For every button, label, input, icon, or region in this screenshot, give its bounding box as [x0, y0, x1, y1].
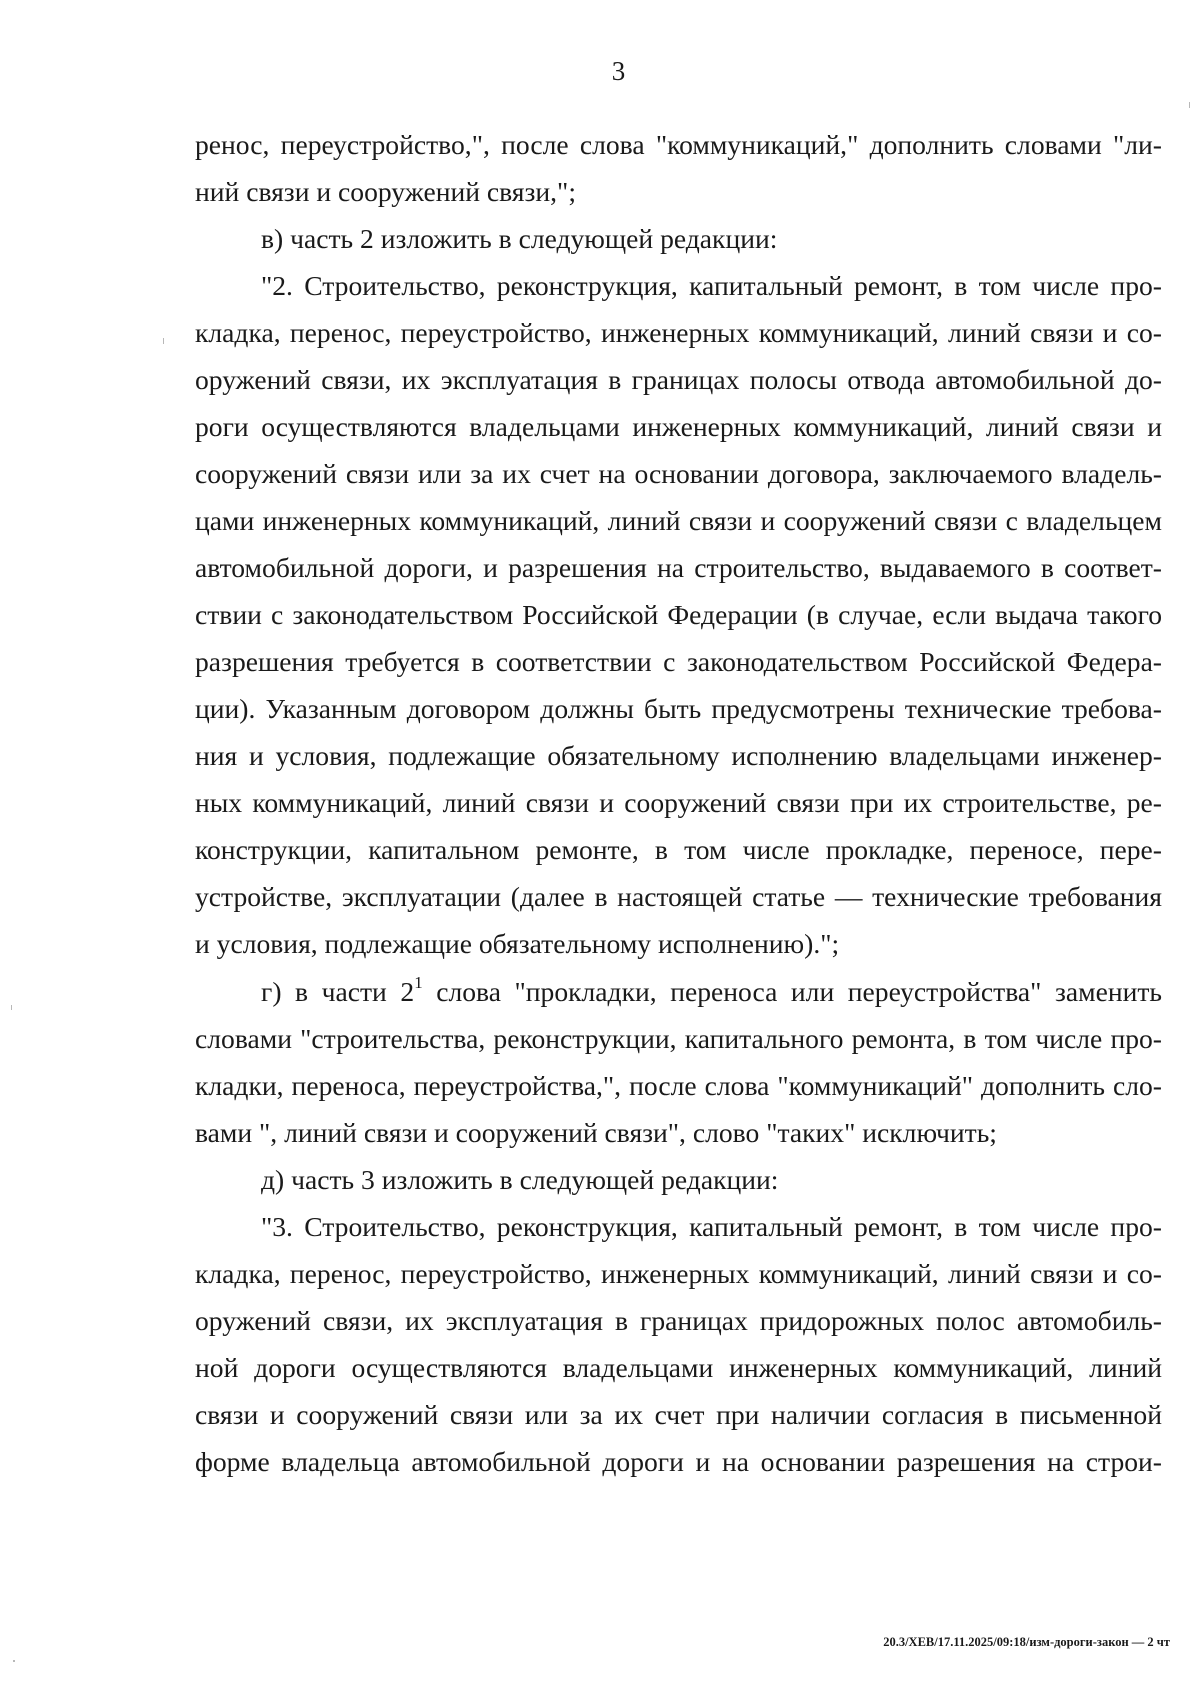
- text-line: кладки, переноса, переустройства,", после слова "коммуникаций" дополнить сло-: [195, 1070, 1162, 1101]
- text-line: ренос, переустройство,", после слова "коммуникаций," дополнить словами "ли-: [195, 129, 1162, 160]
- text-line: ния и условия, подлежащие обязательному исполнению владельцами инженер-: [195, 740, 1162, 771]
- scan-speck: [13, 1660, 15, 1662]
- scan-speck: [11, 1005, 12, 1010]
- text-line: ных коммуникаций, линий связи и сооружений связи при их строительстве, ре-: [195, 787, 1162, 818]
- text-line: форме владельца автомобильной дороги и на основании разрешения на строи-: [195, 1446, 1162, 1477]
- text-fragment: г) в части 2: [261, 976, 415, 1007]
- text-line: конструкции, капитальном ремонте, в том числе прокладке, переносе, пере-: [195, 834, 1162, 865]
- text-line: словами "строительства, реконструкции, капитального ремонта, в том числе про-: [195, 1023, 1162, 1054]
- text-line: связи и сооружений связи или за их счет при наличии согласия в письменной: [195, 1399, 1162, 1430]
- document-footer: 20.3/ХЕВ/17.11.2025/09:18/изм-дороги-закон — 2 чт: [883, 1635, 1170, 1649]
- text-line: кладка, перенос, переустройство, инженерных коммуникаций, линий связи и со-: [195, 317, 1162, 348]
- text-fragment: слова "прокладки, переноса или переустройства" заменить: [422, 976, 1162, 1007]
- text-line-with-superscript: [261, 972, 1162, 1009]
- page-number: 3: [611, 56, 626, 86]
- text-line: д) часть 3 изложить в следующей редакции:: [261, 1164, 779, 1195]
- text-line: "2. Строительство, реконструкция, капитальный ремонт, в том числе про-: [261, 270, 1162, 301]
- text-line: оружений связи, их эксплуатация в границах полосы отвода автомобильной до-: [195, 364, 1162, 395]
- text-line: цами инженерных коммуникаций, линий связи и сооружений связи с владельцем: [195, 505, 1162, 536]
- text-line: автомобильной дороги, и разрешения на строительство, выдаваемого в соответ-: [195, 552, 1162, 583]
- text-line: в) часть 2 изложить в следующей редакции:: [261, 223, 778, 254]
- text-line: ний связи и сооружений связи,";: [195, 176, 576, 207]
- text-line: "3. Строительство, реконструкция, капитальный ремонт, в том числе про-: [261, 1211, 1162, 1242]
- scan-speck: [163, 338, 164, 344]
- scan-speck: [1189, 102, 1190, 108]
- text-line: ции). Указанным договором должны быть предусмотрены технические требова-: [195, 693, 1162, 724]
- superscript: 1: [414, 972, 423, 992]
- text-line: устройстве, эксплуатации (далее в настоящей статье — технические требования: [195, 881, 1162, 912]
- text-line: вами ", линий связи и сооружений связи", слово "таких" исключить;: [195, 1117, 997, 1148]
- text-line: сооружений связи или за их счет на основании договора, заключаемого владель-: [195, 458, 1162, 489]
- text-line: разрешения требуется в соответствии с законодательством Российской Федера-: [195, 646, 1162, 677]
- text-line: роги осуществляются владельцами инженерных коммуникаций, линий связи и: [195, 411, 1162, 442]
- text-line: оружений связи, их эксплуатация в границах придорожных полос автомобиль-: [195, 1305, 1162, 1336]
- text-line: и условия, подлежащие обязательному исполнению).";: [195, 928, 840, 959]
- text-line: ной дороги осуществляются владельцами инженерных коммуникаций, линий: [195, 1352, 1162, 1383]
- text-line: кладка, перенос, переустройство, инженерных коммуникаций, линий связи и со-: [195, 1258, 1162, 1289]
- text-line: ствии с законодательством Российской Федерации (в случае, если выдача такого: [195, 599, 1162, 630]
